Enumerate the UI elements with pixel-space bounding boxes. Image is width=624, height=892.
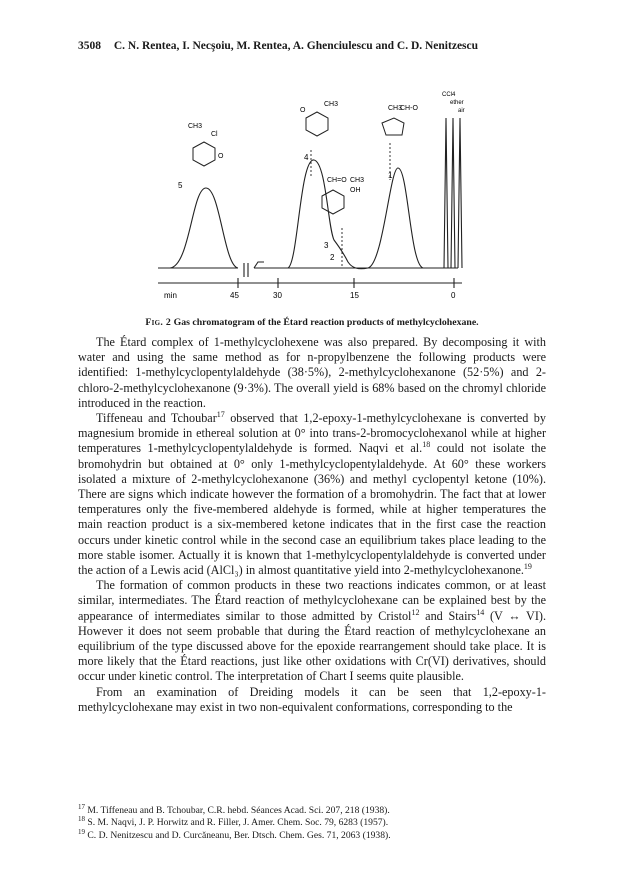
footnote-17: $^{17}$ M. Tiffeneau and B. Tchoubar, C.R. hebd. Séances Acad. Sci. 207, 218 (1938). [78, 802, 390, 816]
compound-label: ether [450, 100, 464, 106]
compound-label: Cl [211, 131, 218, 138]
ref-19: 19 [523, 561, 532, 571]
peak-2 [368, 168, 423, 268]
tick-label-15: 15 [350, 291, 359, 300]
peak-label-4: 4 [304, 153, 309, 162]
body-text [78, 335, 546, 715]
footnote-19: $^{19}$ C. D. Nenitzescu and D. Curcăneanu, Ber. Dtsch. Chem. Ges. 71, 2063 (1938). [78, 827, 391, 841]
running-header [78, 40, 548, 52]
authors: C. N. Rentea, I. Necşoiu, M. Rentea, A. Ghenciulescu and C. D. Nenitzescu [113, 40, 479, 52]
caption-text: Gas chromatogram of the Étard reaction products of methylcyclohexane. [173, 317, 479, 328]
peak-label-1: 1 [388, 171, 393, 180]
compound-label: CH3 [324, 101, 339, 108]
ref-12: 12 [411, 607, 420, 617]
compound-label: air [458, 108, 465, 114]
peak-1-solvent [444, 118, 462, 268]
footnotes [78, 802, 548, 842]
compound-label: O [300, 107, 306, 114]
compound-label: CH3 [388, 105, 403, 112]
paragraph-2: Tiffeneau and Tchoubar$^{17}$ observed that 1,2-epoxy-1-methylcyclohexane is converted by magnesium bromide in ethereal solution at 0° into trans-2-bromocyclohexanol while at higher temperatures 1-methylcyclopentylaldehyde is formed. Naqvi et al.$^{18}$ could not isolate the bromohydrin but obtained at 0° only 1-methylcyclopentylaldehyde. At 60° these workers isolated a mixture of 2-methylcyclohexanone (36%) and methyl cyclopentyl ketone (10%). There are signs which indicate however the formation of a bromohydrin. The fact that at lower temperatures only the five-membered aldehyde is formed, while at higher temperatures the main reaction product is a six-membered ketone indicates that in the first case the reaction occurs under kinetic control while in the second case an equilibrium takes place leading to the more stable isomer. Actually it is known that 1-methylcyclopentylaldehyde is converted under the action of a Lewis acid (AlCl₃) in almost quantitative yield into 2-methylcyclohexanone.$^{19}$ [78, 409, 546, 578]
compound-label: CH3 [188, 123, 203, 130]
footnote-18: $^{18}$ S. M. Naqvi, J. P. Horwitz and R. Filler, J. Amer. Chem. Soc. 79, 6283 (1957). [78, 815, 389, 829]
gas-chromatogram [78, 78, 548, 313]
tick-label-0: 0 [451, 291, 456, 300]
peak-label-5: 5 [178, 181, 183, 190]
ref-17: 17 [216, 409, 225, 419]
structure-4 [306, 112, 328, 136]
page-number: 3508 [78, 40, 101, 52]
paragraph-1: The Étard complex of 1-methylcyclohexene was also prepared. By decomposing it with water and using the same method as for n-propylbenzene the following products were identified: 1-methylcyclopentylaldehyde (38·5%), 2-methylcyclohexanone (52·5%) and 2-chloro-2-methylcyclohexanone (9·3%). The overall yield is 68% based on the chromyl chloride introduced in the reaction. [78, 335, 546, 410]
axis-break [244, 263, 248, 277]
tick-label-30: 30 [273, 291, 282, 300]
peak-label-2: 2 [330, 253, 335, 262]
paragraph-3: The formation of common products in these two reactions indicates common, or at least similar, intermediates. The Étard reaction of methylcyclohexane can be explained best by the appearance of intermediates similar to those admitted by Cristol$^{12}$ and Stairs$^{14}$ (V ↔ VI). However it does not seem probable that during the Étard reaction of methylcyclohexane an equilibrium of the type discussed above for the epoxide rearrangement should take place. It is more likely that the Étard reactions, just like other oxidations with Cr(VI) derivatives, should occur under kinetic control. The interpretation of Chart I seems quite plausible. [78, 578, 547, 684]
ref-14: 14 [476, 607, 485, 617]
axis-label: min [164, 291, 177, 300]
paragraph-4: From an examination of Dreiding models it can be seen that 1,2-epoxy-1-methylcyclohexane may exist in two non-equivalent conformations, corresponding to the [78, 684, 546, 714]
compound-label: CH3 [350, 177, 365, 184]
peak-5 [170, 188, 238, 268]
peak-start [254, 262, 264, 268]
compound-label: O [218, 153, 224, 160]
ref-18: 18 [422, 440, 431, 450]
structure-5 [193, 142, 215, 166]
compound-label: OH [350, 187, 361, 194]
structure-2 [382, 118, 404, 135]
compound-label: CH-O [400, 105, 418, 112]
compound-label: CH=O [327, 177, 347, 184]
compound-label: CCl4 [442, 92, 456, 98]
peak-label-3: 3 [324, 241, 329, 250]
caption-label: Fig. 2 [145, 317, 172, 328]
figure-caption [0, 317, 624, 328]
tick-label-45: 45 [230, 291, 239, 300]
